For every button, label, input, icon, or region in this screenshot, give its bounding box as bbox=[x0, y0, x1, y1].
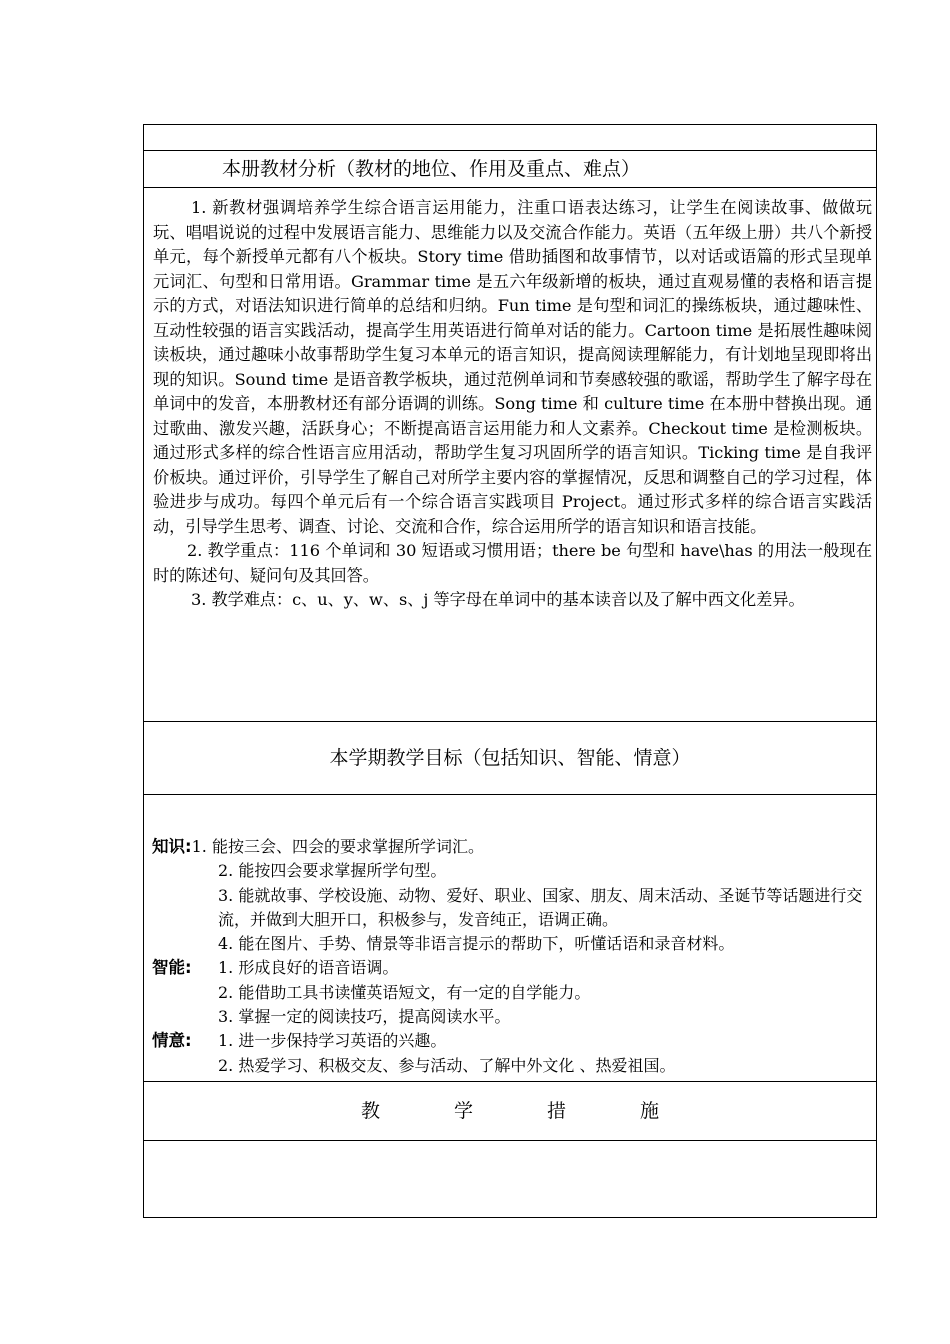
knowledge-text: 1. 能按三会、四会的要求掌握所学词汇。 bbox=[191, 837, 484, 856]
emotion-item: 2. 热爱学习、积极交友、参与活动、了解中外文化 、热爱祖国。 bbox=[218, 1055, 676, 1075]
ability-label: 智能: bbox=[152, 958, 192, 978]
analysis-heading-row bbox=[144, 151, 877, 188]
measures-heading bbox=[144, 1082, 877, 1141]
emotion-item bbox=[152, 1029, 870, 1053]
emotion-text: 1. 进一步保持学习英语的兴趣。 bbox=[218, 1031, 447, 1051]
measures-body bbox=[144, 1141, 877, 1218]
ability-text: 1. 形成良好的语音语调。 bbox=[218, 958, 399, 978]
empty-top-row bbox=[144, 125, 877, 151]
measures-char: 教 bbox=[360, 1100, 380, 1122]
analysis-paragraph-1: 1. 新教材强调培养学生综合语言运用能力，注重口语表达练习，让学生在阅读故事、做做玩玩、唱唱说说的过程中发展语言能力、思维能力以及交流合作能力。英语（五年级上册）共八个新授单元，每个新授单元都有八个板块。Story time 借助插图和故事情节，以对话或语篇的形式呈现单元词汇、句型和日常用语。Grammar time 是五六年级新增的板块，通过直观易懂的表格和语言提示的方式，对语法知识进行简单的总结和归纳。Fun time 是句型和词汇的操练板块，通过趣味性、互动性较强的语言实践活动，提高学生用英语进行简单对话的能力。Cartoon time 是拓展性趣味阅读板块，通过趣味小故事帮助学生复习本单元的语言知识，提高阅读理解能力，有计划地呈现即将出现的知识。Sound time 是语音教学板块，通过范例单词和节奏感较强的歌谣，帮助学生了解字母在单词中的发音，本册教材还有部分语调的训练。Song time 和 culture time 在本册中替换出现。通过歌曲、激发兴趣，活跃身心；不断提高语言运用能力和人文素养。Checkout time 是检测板块。通过形式多样的综合性语言应用活动，帮助学生复习巩固所学的语言知识。Ticking time 是自我评价板块。通过评价，引导学生了解自己对所学主要内容的掌握情况，反思和调整自己的学习过程，体验进步与成功。每四个单元后有一个综合语言实践项目 Project。通过形式多样的综合语言实践活动，引导学生思考、调查、讨论、交流和合作，综合运用所学的语言知识和语言技能。 bbox=[153, 198, 872, 536]
analysis-heading: 本册教材分析（教材的地位、作用及重点、难点） bbox=[144, 151, 877, 188]
goals-heading: 本学期教学目标（包括知识、智能、情意） bbox=[144, 722, 877, 795]
goals-heading-row bbox=[144, 722, 877, 795]
knowledge-item bbox=[152, 835, 870, 859]
knowledge-label: 知识: bbox=[152, 837, 192, 856]
measures-body-row bbox=[144, 1141, 877, 1218]
goals-body-row bbox=[144, 795, 877, 1082]
emotion-label: 情意: bbox=[152, 1031, 192, 1051]
goals-body bbox=[144, 795, 877, 1082]
empty-cell bbox=[144, 125, 877, 151]
ability-item: 2. 能借助工具书读懂英语短文，有一定的自学能力。 bbox=[218, 982, 591, 1002]
measures-char: 学 bbox=[453, 1100, 473, 1122]
knowledge-item: 2. 能按四会要求掌握所学句型。 bbox=[218, 861, 447, 881]
measures-char: 施 bbox=[640, 1100, 660, 1122]
analysis-paragraph-3: 3. 教学难点：c、u、y、w、s、j 等字母在单词中的基本读音以及了解中西文化差异。 bbox=[191, 590, 805, 609]
knowledge-item: 3. 能就故事、学校设施、动物、爱好、职业、国家、朋友、周末活动、圣诞节等话题进行交流，并做到大胆开口，积极参与，发音纯正，语调正确。 bbox=[218, 885, 863, 929]
measures-heading-row bbox=[144, 1082, 877, 1141]
analysis-paragraph-2: 2. 教学重点：116 个单词和 30 短语或习惯用语；there be 句型和 have\has 的用法一般现在时的陈述句、疑问句及其回答。 bbox=[153, 541, 872, 585]
analysis-body bbox=[144, 188, 877, 722]
lesson-plan-table bbox=[143, 124, 877, 1218]
ability-item: 3. 掌握一定的阅读技巧，提高阅读水平。 bbox=[218, 1007, 511, 1027]
analysis-body-row bbox=[144, 188, 877, 722]
ability-item bbox=[152, 956, 870, 980]
knowledge-item: 4. 能在图片、手势、情景等非语言提示的帮助下，听懂话语和录音材料。 bbox=[218, 934, 735, 954]
measures-char: 措 bbox=[547, 1100, 567, 1122]
